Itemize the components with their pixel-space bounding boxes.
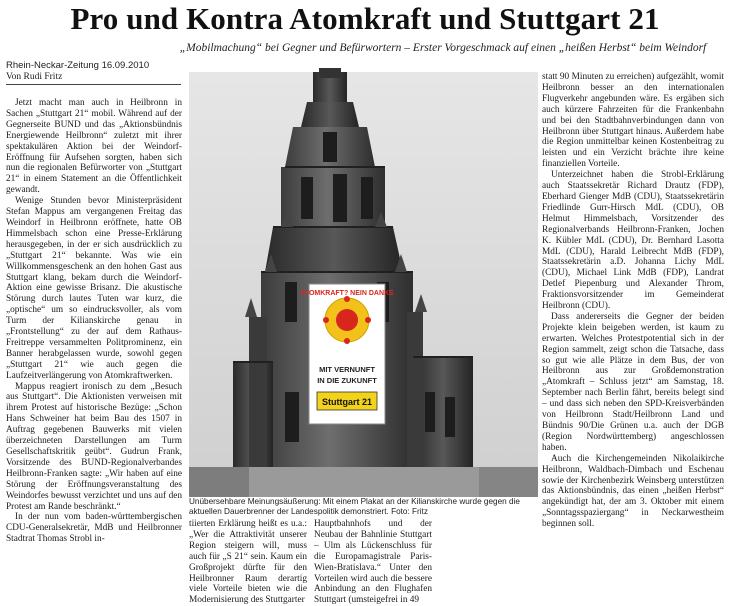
- paragraph: Wenige Stunden bevor Ministerpräsident Stefan Mappus am vergangenen Freitag das Weindorf in Heilbronn eröffnete, hatte OB Himmelsbach schon eine Presse-Erklärung herausgegeben, in der er sich ausdrücklich zu „Stuttgart 21“ bekannte. Was wie ein Willkommensgeschenk an den hohen Gast aus Stuttgart klang, bekam durch die Weindorf-Aktion eine gewisse Brisanz. Die akustische Störung durch lautes Tuten war kurz, die „optische“ um so eindrucksvoller, als vom Turm der Kilianskirche genau in „Frontstellung“ zu der auf dem Rathaus-Freitreppe versammelten Politprominenz, ein Banner herabgelassen wurde, sowohl gegen „Stuttgart 21“ wie auch gegen die Laufzeitverlängerung von Atomkraftwerken.: [6, 196, 182, 381]
- banner-logo-text: Stuttgart 21: [321, 397, 373, 407]
- paragraph: statt 90 Minuten zu erreichen) aufgezählt, womit Heilbronn besser an den internationalen Flugverkehr angebunden wäre. Es ergäben sich auch kürzere Fahrzeiten für die Frankenbahn und bei den Stadtbahnverbindungen dann von Heilbronn über Stuttgart hinaus. Außerdem habe die Region unmittelbar keinen Kostenbeitrag zu leisten und ein Verzicht brächte ihre keine finanziellen Vorteile.: [542, 72, 724, 170]
- banner-line-2: IN DIE ZUKUNFT: [317, 376, 377, 385]
- paragraph: Jetzt macht man auch in Heilbronn in Sachen „Stuttgart 21“ mobil. Während auf der Gegnerseite BUND und das „Aktionsbündnis Energiewende Heilbronn“ zuletzt mit ihrer spektakulären Aktion bei der Weindorf-Eröffnung für Aufsehen sorgten, haben sich nun die regionalen Befürworter von „Stuttgart 21“ in einem Statement an die Öffentlichkeit gewandt.: [6, 98, 182, 196]
- banner-slogan-text: ATOMKRAFT? NEIN DANKE: [300, 290, 394, 297]
- paragraph: In der nun vom baden-württembergischen CDU-Generalsekretär, MdB und Heilbronner Stadtrat Thomas Strobl in-: [6, 512, 182, 545]
- text-column-4: [542, 72, 724, 554]
- protest-banner: [300, 284, 394, 424]
- text-column-3-continued: [438, 519, 538, 555]
- church-tower-photo: [189, 72, 538, 497]
- text-column-1: [6, 98, 182, 553]
- paragraph: Mappus reagiert ironisch zu dem „Besuch aus Stuttgart“. Die Aktionisten verweisen mit ihrem Protest auf historische Bezüge: „Schon Hans Schweiner hat beim Bau des 1507 in Auftrag gegebenen Bauwerks mit vielen überzeichneten Darstellungen am Turm Gesellschaftskritik geübt“. Gudrun Frank, Vorsitzende des BUND-Regionalverbandes Heilbronn-Franken sagte: „Wir haben auf eine Störung der Eröffnungsveranstaltung des Weindorfes bewusst verzichtet und uns auf den Protest am Rande beschränkt.“: [6, 381, 182, 512]
- text-column-3: [314, 519, 432, 606]
- photo-image: [189, 72, 538, 497]
- headline: Pro und Kontra Atomkraft und Stuttgart 21: [70, 1, 660, 36]
- banner-line-1: MIT VERNUNFT: [319, 365, 375, 374]
- paragraph: Dass andererseits die Gegner der beiden Projekte klein beigeben werden, ist kaum zu erwarten. Welches Protestpotential sich in der Region sammelt, zeigt schon die Tatsache, dass so gut wie alle Plätze in dem Bus, der von Heilbronn aus zur Großdemonstration „Atomkraft – Schluss jetzt“ am Samstag, 18. September nach Berlin fährt, bereits belegt sind – und dass sich neben den SPD-Kreisverbänden von Heilbronn Stadt/Heilbronn Land und Bündnis 90/Die Grünen u.a. auch der DGB (Region Nordwürttemberg) angeschlossen haben.: [542, 311, 724, 453]
- subheadline: „Mobilmachung“ bei Gegner und Befürwortern – Erster Vorgeschmack auf einen „heißen Herbst“ beim Weindorf: [179, 42, 707, 54]
- paragraph: Unterzeichnet haben die Strobl-Erklärung auch Staatssekretär Richard Drautz (FDP), Eberhard Gienger MdB (CDU), Staatssekretärin Friedlinde Gurr-Hirsch MdL (CDU), OB Helmut Himmelsbach, Vorsitzender des Regionalverbands Heilbronn-Franken, Jochen K. Kübler MdL (CDU), Dr. Bernhard Lasotta MdL (CDU), Harald Leibrecht MdB (FDP), Staatssekretärin a.D. Johanna Lichy MdL (CDU), Michael Link MdB (FDP), Landrat Detlef Piepenburg und Alexander Throm, Fraktionsvorsitzender im Gemeinderat Heilbronn (CDU).: [542, 170, 724, 312]
- text-column-2: [189, 519, 307, 606]
- author-byline: Von Rudi Fritz: [6, 72, 181, 85]
- paragraph: tiierten Erklärung heißt es u.a.: „Wer die Attraktivität unserer Region steigern will, muss auch für „S 21“ sein. Kaum ein Großprojekt dürfte für den Heilbronner Raum derartig viele Vorteile bieten wie die Modernisierung des Stuttgarter: [189, 519, 307, 606]
- paragraph: Auch die Kirchengemeinden Nikolaikirche Heilbronn, Waldbach-Dimbach und Eschenau sowie der Kirchenbezirk Weinsberg unterstützen das Aktionsbündnis, das einen „heißen Herbst“ angekündigt hat, der am 3. Oktober mit einem „Sonntagsspaziergang“ in Neckarwestheim beginnen soll.: [542, 453, 724, 530]
- photo-caption: Unübersehbare Meinungsäußerung: Mit einem Plakat an der Kilianskirche wurde gegen die aktuellen Dauerbrenner der Landespolitik demonstriert. Foto: Fritz: [189, 497, 520, 516]
- source-line: Rhein-Neckar-Zeitung 16.09.2010: [6, 60, 150, 71]
- paragraph: Hauptbahnhofs und der Neubau der Bahnlinie Stuttgart – Ulm als Lückenschluss für die Europamagistrale Paris-Wien-Bratislava.“ Unter den Vorteilen wird auch die bessere Anbindung an den Flughafen Stuttgart (umsteigefrei in 49: [314, 519, 432, 606]
